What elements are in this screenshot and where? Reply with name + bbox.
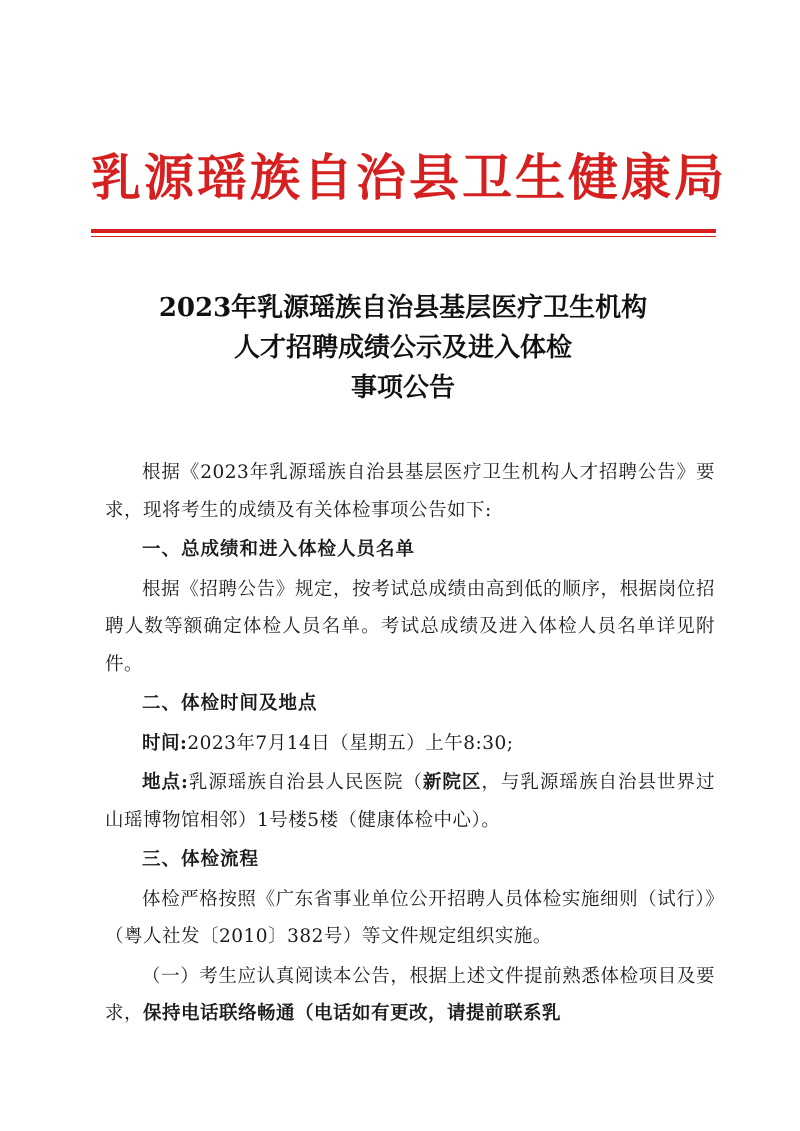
time-value: 2023年7月14日（星期五）上午8:30; bbox=[187, 732, 514, 754]
place-value-2: ，与乳源瑶族自治县世界过山瑶博物馆相邻）1号楼5楼（健康体检中心）。 bbox=[105, 772, 715, 831]
section-1-heading: 一、总成绩和进入体检人员名单 bbox=[142, 539, 416, 560]
section-2-heading: 二、体检时间及地点 bbox=[142, 693, 318, 714]
item-1-bold-text: 保持电话联络畅通（电话如有更改，请提前联系乳 bbox=[143, 1003, 562, 1024]
place-value-1: 乳源瑶族自治县人民医院（ bbox=[188, 772, 423, 793]
place-label: 地点: bbox=[142, 772, 189, 793]
item-1-text: （一）考生应认真阅读本公告，根据上述文件提前熟悉体检项目及要求， bbox=[105, 965, 715, 1024]
letterhead-org-name: 乳源瑶族自治县卫生健康局 bbox=[91, 148, 727, 207]
section-3-heading: 三、体检流程 bbox=[142, 849, 260, 870]
time-label: 时间: bbox=[142, 732, 188, 754]
title-line-1: 2023年乳源瑶族自治县基层医疗卫生机构 bbox=[158, 293, 648, 323]
title-line-3: 事项公告 bbox=[350, 373, 455, 403]
document-body bbox=[105, 454, 715, 1035]
exam-time-paragraph bbox=[105, 725, 715, 763]
exam-place-paragraph bbox=[105, 764, 715, 839]
place-new-campus: 新院区 bbox=[422, 772, 482, 793]
intro-paragraph: 根据《2023年乳源瑶族自治县基层医疗卫生机构人才招聘公告》要求，现将考生的成绩及有关体检事项公告如下: bbox=[105, 462, 715, 521]
letterhead-divider-thin bbox=[91, 236, 716, 237]
section-1-paragraph: 根据《招聘公告》规定，按考试总成绩由高到低的顺序，根据岗位招聘人数等额确定体检人员名单。考试总成绩及进入体检人员名单详见附件。 bbox=[105, 578, 715, 675]
document-title bbox=[91, 288, 715, 408]
section-3-paragraph: 体检严格按照《广东省事业单位公开招聘人员体检实施细则（试行）》（粤人社发〔2010〕382号）等文件规定组织实施。 bbox=[105, 888, 715, 947]
letterhead-divider-thick bbox=[91, 229, 716, 233]
item-1-paragraph bbox=[105, 958, 715, 1033]
title-line-2: 人才招聘成绩公示及进入体检 bbox=[233, 333, 572, 363]
